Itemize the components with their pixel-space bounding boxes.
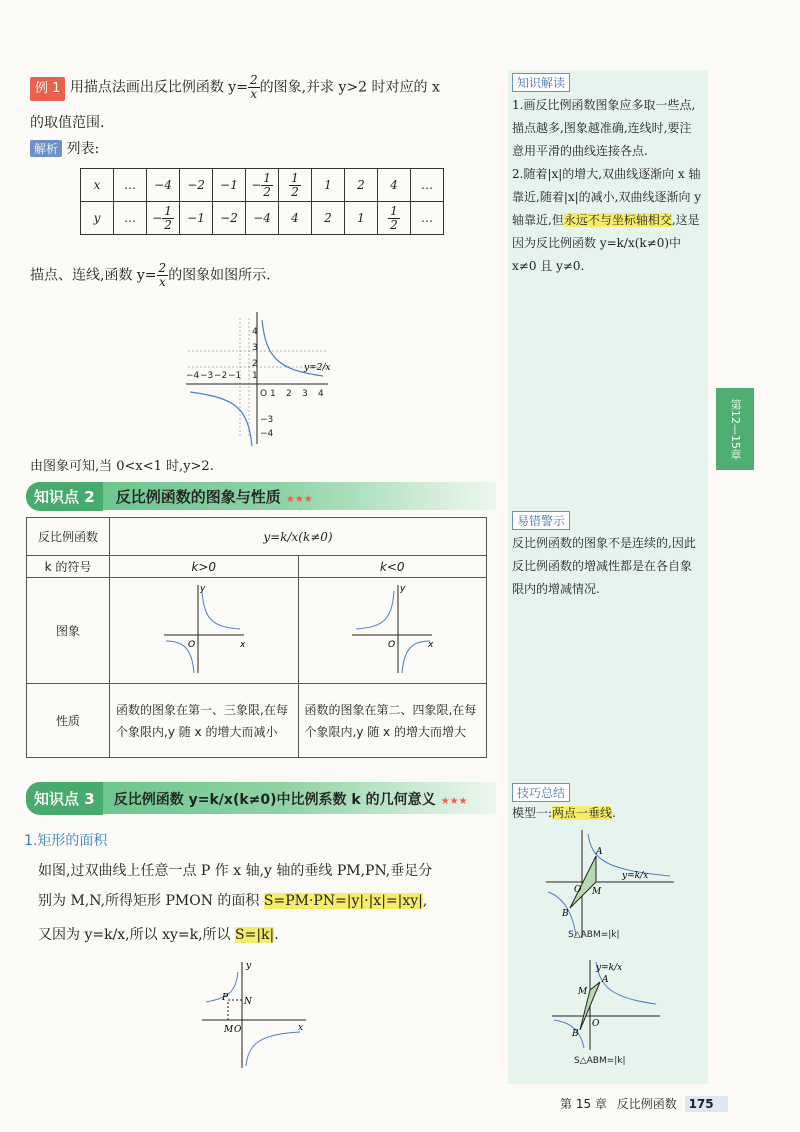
kp2-title: 反比例函数的图象与性质 xyxy=(115,488,281,506)
kp3-body xyxy=(38,856,498,950)
model-graph-2 xyxy=(546,956,666,1052)
example-question xyxy=(30,74,500,101)
kp3-header xyxy=(26,782,496,814)
kp2-stars: ★★★ xyxy=(285,494,313,505)
svg-text:x: x xyxy=(298,1023,304,1033)
side-model: 模型一:两点一垂线. xyxy=(512,806,616,820)
svg-text:−2: −2 xyxy=(214,371,228,381)
formula-k: S=|k| xyxy=(235,927,275,943)
svg-text:x: x xyxy=(239,640,246,650)
table-cell-y: … xyxy=(411,202,444,235)
svg-text:x: x xyxy=(428,640,434,650)
kp2-tag: 知识点 2 xyxy=(26,482,103,511)
svg-text:B: B xyxy=(572,1029,579,1039)
svg-text:−3: −3 xyxy=(260,415,274,425)
svg-text:−4: −4 xyxy=(186,371,200,381)
table-cell-x: −1 xyxy=(213,169,246,202)
property-k-positive: 函数的图象在第一、三象限,在每个象限内,y 随 x 的增大而减小 xyxy=(110,684,299,758)
kp3-tag: 知识点 3 xyxy=(26,782,103,815)
sidebar-title-3: 技巧总结 xyxy=(512,782,570,802)
plot-text-after: 的图象如图所示. xyxy=(168,267,271,284)
svg-text:O: O xyxy=(574,885,582,895)
property-k-negative: 函数的图象在第二、四象限,在每个象限内,y 随 x 的增大而增大 xyxy=(298,684,487,758)
hyperbola-k-negative xyxy=(342,581,442,677)
side-item-1: 1.画反比例函数图象应多取一些点,描点越多,图象越准确,连线时,要注意用平滑的曲线连接各点. xyxy=(512,98,696,158)
row1-label: 反比例函数 xyxy=(27,518,110,556)
svg-text:M: M xyxy=(592,887,602,897)
row1-value: y=k/x(k≠0) xyxy=(110,518,487,556)
svg-text:−1: −1 xyxy=(228,371,242,381)
table-head-y: y xyxy=(81,202,114,235)
svg-text:O: O xyxy=(187,640,195,650)
svg-text:3: 3 xyxy=(252,343,258,353)
table-cell-x: − $\frac{1}{2}$ xyxy=(246,169,279,202)
sidebar-title-1: 知识解读 xyxy=(512,72,570,92)
svg-text:2: 2 xyxy=(252,359,258,369)
svg-text:3: 3 xyxy=(302,389,308,399)
svg-text:A: A xyxy=(602,975,609,985)
model-caption-1: S△ABM=|k| xyxy=(568,930,620,940)
svg-text:A: A xyxy=(596,847,603,857)
table-cell-y: … xyxy=(114,202,147,235)
graph-k-negative xyxy=(298,578,487,684)
svg-text:1: 1 xyxy=(270,389,276,399)
table-cell-x: … xyxy=(114,169,147,202)
table-cell-x: … xyxy=(411,169,444,202)
table-cell-x: 1 xyxy=(312,169,345,202)
example-tag: 例 1 xyxy=(30,77,65,101)
model-graph-1 xyxy=(540,826,680,944)
table-cell-y: −2 xyxy=(213,202,246,235)
table-cell-x: 4 xyxy=(378,169,411,202)
svg-text:O: O xyxy=(260,389,268,399)
plot-fraction: $\frac{2}{x}$ xyxy=(158,261,167,289)
svg-text:M: M xyxy=(578,987,588,997)
row4-label: 性质 xyxy=(27,684,110,758)
plot-text-before: 描点、连线,函数 y= xyxy=(30,267,157,284)
footer xyxy=(560,1095,728,1112)
svg-text:y=k/x: y=k/x xyxy=(596,963,623,973)
conclusion: 由图象可知,当 0<x<1 时,y>2. xyxy=(30,459,214,474)
footer-chapter: 第 15 章 xyxy=(560,1097,607,1111)
sidebar-title-2: 易错警示 xyxy=(512,510,570,530)
row2-label: k 的符号 xyxy=(27,556,110,578)
question-fraction: $\frac{2}{x}$ xyxy=(249,73,258,101)
table-cell-y: 1 xyxy=(345,202,378,235)
svg-text:y: y xyxy=(400,584,406,594)
properties-table xyxy=(26,517,487,758)
table-cell-y: − $\frac{1}{2}$ xyxy=(147,202,180,235)
formula-area: S=PM·PN=|y|·|x|=|xy| xyxy=(263,893,423,909)
svg-text:y: y xyxy=(199,584,206,594)
svg-text:4: 4 xyxy=(252,327,258,337)
chapter-tab[interactable]: 第12—15章 xyxy=(716,388,754,470)
graph-k-positive xyxy=(110,578,299,684)
svg-text:4: 4 xyxy=(318,389,324,399)
k-negative: k<0 xyxy=(298,556,487,578)
hyperbola-k-positive xyxy=(154,581,254,677)
side-highlight-1: 永远不与坐标轴相交 xyxy=(563,213,672,227)
footer-title: 反比例函数 xyxy=(616,1097,677,1111)
graph-2-over-x xyxy=(178,308,348,448)
kp3-title: 反比例函数 y=k/x(k≠0)中比例系数 k 的几何意义 xyxy=(113,792,436,808)
sidebar-section-1 xyxy=(512,94,702,278)
value-table xyxy=(80,168,444,235)
svg-text:O: O xyxy=(234,1025,242,1035)
svg-text:2: 2 xyxy=(286,389,292,399)
kp3-stars: ★★★ xyxy=(440,796,468,807)
side-warning: 反比例函数的图象不是连续的,因此反比例函数的增减性都是在各自象限内的增减情况. xyxy=(512,536,696,596)
table-row-x xyxy=(81,169,444,202)
table-cell-y: −4 xyxy=(246,202,279,235)
svg-text:−4: −4 xyxy=(260,429,274,439)
table-cell-x: 2 xyxy=(345,169,378,202)
kp2-header xyxy=(26,482,496,510)
graph-label: y=2/x xyxy=(304,363,331,373)
table-head-x: x xyxy=(81,169,114,202)
svg-text:1: 1 xyxy=(252,371,258,381)
svg-text:O: O xyxy=(592,1019,600,1029)
table-cell-x: −4 xyxy=(147,169,180,202)
graph-rectangle-pmon xyxy=(198,958,308,1070)
table-cell-y: $\frac{1}{2}$ xyxy=(378,202,411,235)
model-caption-2: S△ABM=|k| xyxy=(574,1056,626,1066)
curve-branch-3 xyxy=(190,392,252,446)
svg-text:B: B xyxy=(562,909,569,919)
svg-text:P: P xyxy=(222,993,229,1003)
table-cell-x: −2 xyxy=(180,169,213,202)
svg-text:y: y xyxy=(246,961,252,971)
question-after: 的图象,并求 y>2 时对应的 x xyxy=(259,79,440,96)
question-line1: 用描点法画出反比例函数 y= xyxy=(69,79,248,96)
kp3-p3: 又因为 y=k/x,所以 xy=k,所以 S=|k|. xyxy=(38,927,279,943)
kp3-subtitle: 1.矩形的面积 xyxy=(24,833,108,849)
plot-text xyxy=(30,262,271,289)
table-cell-x: $\frac{1}{2}$ xyxy=(279,169,312,202)
side-item-2: 2.随着|x|的增大,双曲线逐渐向 x 轴靠近,随着|x|的减小,双曲线逐渐向 y 轴靠近,但永远不与坐标轴相交,这是因为反比例函数 y=k/x(k≠0)中 x≠0 且 y≠0. xyxy=(512,167,702,273)
table-cell-y: 4 xyxy=(279,202,312,235)
table-cell-y: 2 xyxy=(312,202,345,235)
svg-text:y=k/x: y=k/x xyxy=(622,871,649,881)
side-highlight-2: 两点一垂线 xyxy=(552,806,613,820)
analysis-tag: 解析 xyxy=(30,140,62,157)
table-row-y xyxy=(81,202,444,235)
kp3-p2: 别为 M,N,所得矩形 PMON 的面积 S=PM·PN=|y|·|x|=|xy|, xyxy=(38,893,428,909)
kp3-p1: 如图,过双曲线上任意一点 P 作 x 轴,y 轴的垂线 PM,PN,垂足分 xyxy=(38,863,433,879)
analysis-text: 列表: xyxy=(66,141,100,157)
row3-label: 图象 xyxy=(27,578,110,684)
question-line2: 的取值范围. xyxy=(30,115,105,131)
k-positive: k>0 xyxy=(110,556,299,578)
table-cell-y: −1 xyxy=(180,202,213,235)
svg-text:M: M xyxy=(224,1025,234,1035)
page-number: 175 xyxy=(685,1096,728,1112)
svg-text:−3: −3 xyxy=(200,371,214,381)
analysis xyxy=(30,138,99,158)
svg-text:N: N xyxy=(244,997,252,1007)
svg-text:O: O xyxy=(388,640,396,650)
